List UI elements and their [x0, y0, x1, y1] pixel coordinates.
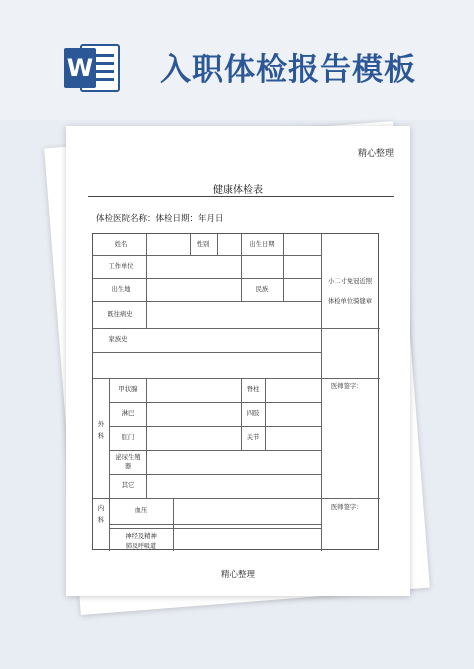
label-limbs: 四肢 [246, 409, 260, 417]
label-gender: 性别 [196, 240, 210, 248]
header-right: 精心整理 [357, 149, 394, 159]
label-anus: 肛门 [121, 433, 135, 441]
label-photo-line1: 小二寸免冠近照 [327, 277, 373, 285]
header-rule [88, 196, 394, 197]
label-doctor-sign-1: 医师签字： [331, 383, 363, 390]
label-ethnicity: 民族 [255, 285, 269, 293]
banner [0, 0, 474, 120]
word-icon [64, 42, 122, 94]
label-joints: 关节 [246, 433, 260, 441]
label-lung-resp: 肺及呼吸道 [125, 543, 157, 550]
label-past-history: 既往病史 [107, 310, 133, 318]
label-other: 其它 [121, 481, 135, 489]
page-footer: 精心整理 [220, 570, 255, 580]
label-blood-pressure: 血压 [134, 506, 148, 514]
exam-form-table [92, 233, 379, 550]
label-lymph: 淋巴 [121, 409, 135, 417]
label-surgery-section: 外科 [97, 420, 105, 440]
label-photo-line2: 体检单位骑缝章 [327, 297, 373, 305]
label-family-history: 家族史 [108, 335, 128, 343]
document-title: 健康体检表 [213, 185, 263, 196]
label-internal-section: 内科 [97, 504, 105, 524]
label-thyroid: 甲状腺 [118, 385, 138, 393]
word-icon-letter: W [64, 48, 96, 88]
label-birth-date: 出生日期 [249, 240, 275, 248]
label-nerve-mental: 神经及精神 [125, 532, 157, 540]
info-line: 体检医院名称：体检日期：年月日 [96, 214, 224, 224]
banner-title: 入职体检报告模板 [160, 52, 416, 88]
label-spine: 脊柱 [246, 385, 260, 393]
label-work-unit: 工作单位 [108, 262, 134, 270]
label-urogenital-1: 泌尿生殖 [115, 453, 141, 461]
label-birthplace: 出生地 [111, 285, 131, 293]
label-doctor-sign-2: 医师签字： [331, 504, 363, 511]
label-name: 姓名 [114, 240, 128, 248]
document-page [66, 126, 410, 596]
label-urogenital-2: 器 [124, 462, 132, 470]
